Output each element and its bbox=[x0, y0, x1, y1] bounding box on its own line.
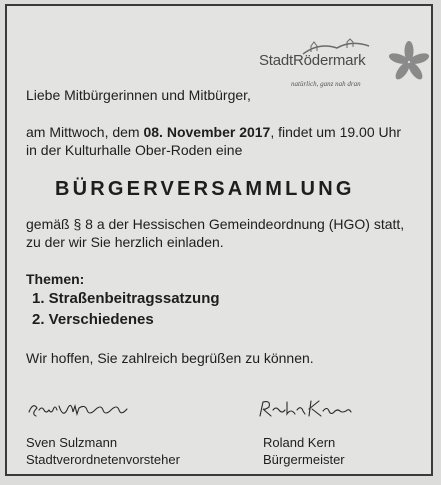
invite-prefix: am Mittwoch, dem bbox=[26, 124, 144, 140]
legal-line-2: zu der wir Sie herzlich einladen. bbox=[26, 234, 224, 250]
event-location: in der Kulturhalle Ober-Roden eine bbox=[26, 142, 243, 158]
topic-item: 2. Verschiedenes bbox=[32, 311, 154, 328]
signatory-role: Stadtverordnetenvorsteher bbox=[26, 452, 180, 467]
signatory-name: Sven Sulzmann bbox=[26, 435, 118, 450]
topics-heading: Themen: bbox=[26, 271, 85, 287]
signature-sulzmann bbox=[27, 398, 137, 420]
signatory-role: Bürgermeister bbox=[263, 452, 345, 467]
signatory-name: Roland Kern bbox=[263, 435, 336, 450]
invite-line bbox=[26, 123, 401, 141]
topic-item: 1. Straßenbeitragssatzung bbox=[32, 290, 220, 307]
salutation: Liebe Mitbürgerinnen und Mitbürger, bbox=[26, 87, 251, 103]
signature-kern bbox=[257, 398, 362, 420]
city-logo-name: StadtRödermark bbox=[259, 52, 366, 69]
notice-title: BÜRGERVERSAMMLUNG bbox=[55, 178, 355, 200]
city-logo bbox=[259, 38, 439, 98]
invite-suffix: , findet um 19.00 Uhr bbox=[270, 124, 402, 140]
legal-line-1: gemäß § 8 a der Hessischen Gemeindeordnung (HGO) statt, bbox=[26, 216, 405, 232]
public-notice bbox=[5, 4, 433, 476]
closing-line: Wir hoffen, Sie zahlreich begrüßen zu können. bbox=[26, 350, 314, 366]
event-date: 08. November 2017 bbox=[143, 124, 271, 140]
city-logo-claim: natürlich, ganz nah dran bbox=[291, 80, 361, 88]
